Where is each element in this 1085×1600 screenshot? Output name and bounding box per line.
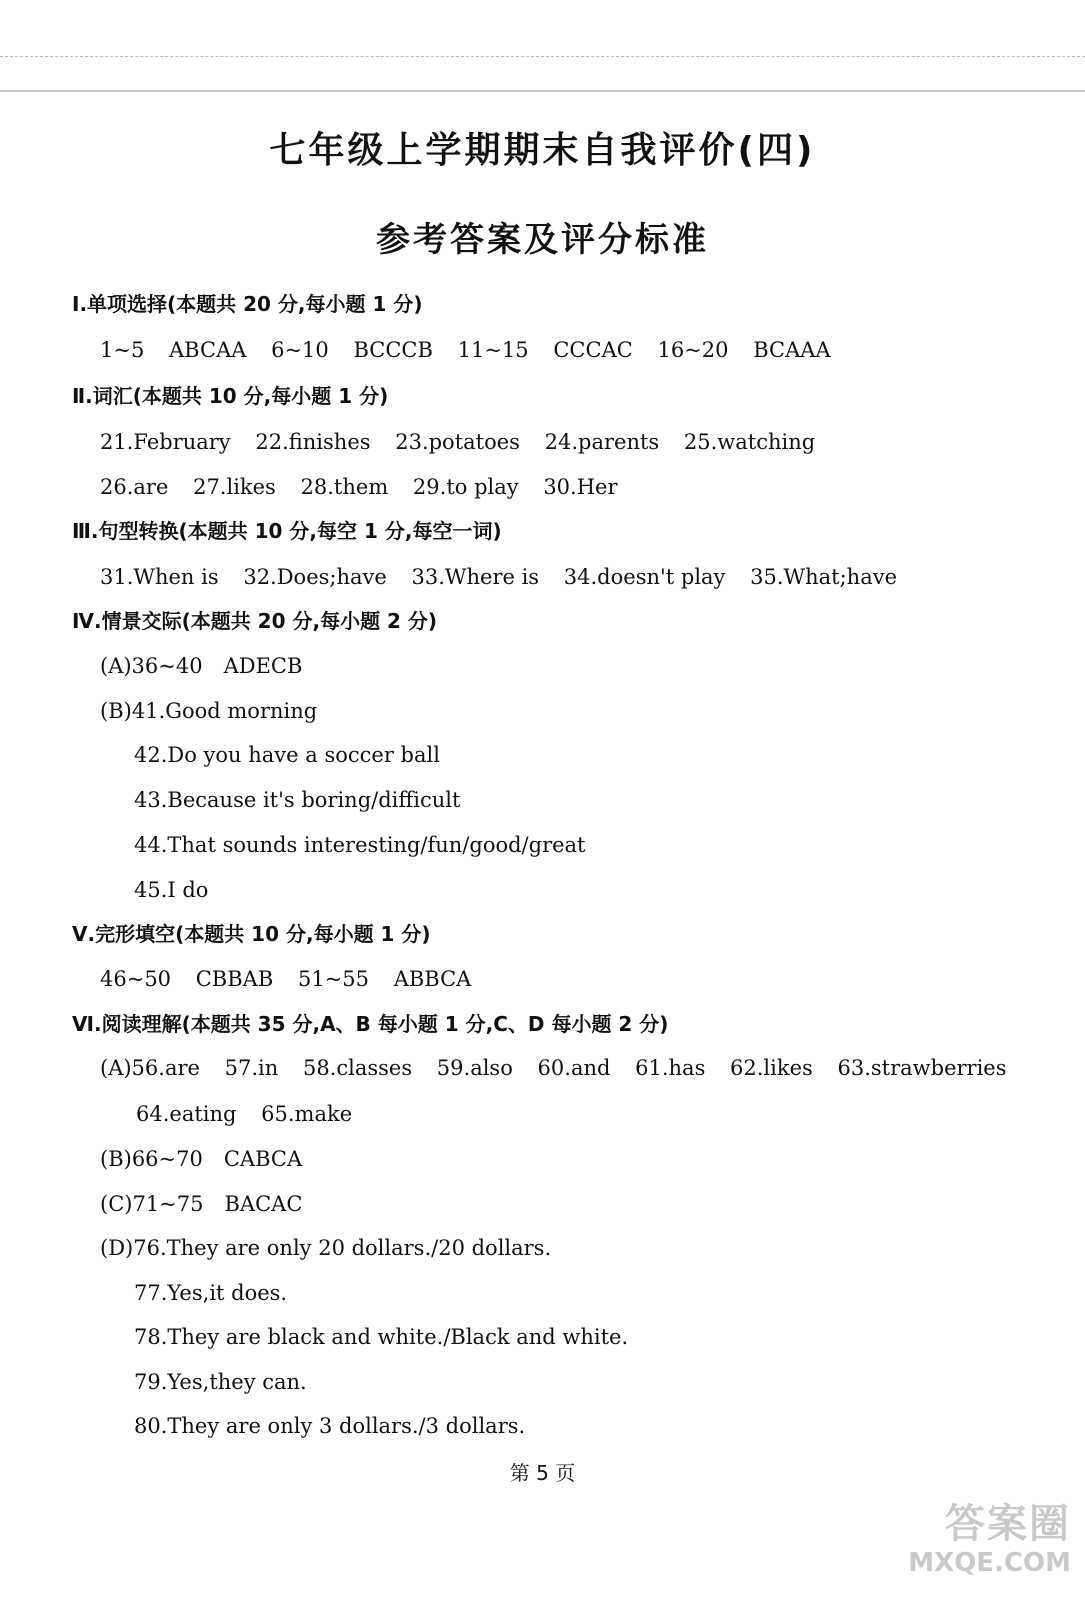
section-6-answer-80: 80.They are only 3 dollars./3 dollars.: [134, 1414, 526, 1438]
answer-item: 61.has: [635, 1056, 706, 1080]
answer-key: ABBCA: [393, 967, 472, 991]
top-dashed-rule: [0, 56, 1085, 57]
page-subtitle: 参考答案及评分标准: [376, 220, 709, 260]
section-3-heading: Ⅲ.句型转换(本题共 10 分,每空 1 分,每空一词): [72, 519, 502, 543]
answer-item: 23.potatoes: [395, 430, 520, 454]
section-4-part-a: (A)36~40 ADECB: [100, 654, 303, 678]
section-6-answer-76: (D)76.They are only 20 dollars./20 dollars.: [100, 1236, 552, 1260]
section-4-answer-43: 43.Because it's boring/difficult: [134, 788, 461, 812]
answer-key: CBBAB: [195, 967, 274, 991]
answer-item: 59.also: [436, 1056, 513, 1080]
watermark-domain: MXQE.COM: [908, 1548, 1071, 1578]
section-1-heading: Ⅰ.单项选择(本题共 20 分,每小题 1 分): [72, 292, 423, 316]
answer-item: 28.them: [300, 475, 389, 499]
section-4-heading: Ⅳ.情景交际(本题共 20 分,每小题 2 分): [72, 609, 438, 633]
section-2-row-1: [100, 428, 815, 456]
answer-item: 35.What;have: [750, 565, 898, 589]
section-4-answer-41: (B)41.Good morning: [100, 699, 318, 723]
answer-range: 11~15: [457, 338, 529, 362]
answer-item: 30.Her: [543, 475, 618, 499]
section-1-answers: [100, 336, 831, 364]
answer-item: 34.doesn't play: [563, 565, 726, 589]
section-2-row-2: [100, 473, 618, 501]
section-5-heading: Ⅴ.完形填空(本题共 10 分,每小题 1 分): [72, 922, 431, 946]
answer-item: 57.in: [224, 1056, 279, 1080]
answer-item: 24.parents: [544, 430, 660, 454]
answer-key: ABCAA: [169, 338, 247, 362]
answer-item: 21.February: [100, 430, 231, 454]
section-6-answer-79: 79.Yes,they can.: [134, 1370, 307, 1394]
section-4-answer-44: 44.That sounds interesting/fun/good/great: [134, 833, 586, 857]
top-rule: [0, 90, 1085, 92]
answer-key: BCAAA: [753, 338, 831, 362]
watermark-logo-text: 答案圈: [945, 1501, 1071, 1547]
watermark-logo: [901, 1500, 1071, 1590]
answer-item: 64.eating: [136, 1102, 237, 1126]
section-6-answer-77: 77.Yes,it does.: [134, 1281, 288, 1305]
answer-range: 46~50: [100, 967, 172, 991]
answer-item: 27.likes: [193, 475, 276, 499]
answer-key: CCCAC: [553, 338, 633, 362]
answer-item: 63.strawberries: [837, 1056, 1007, 1080]
section-6-part-a-row-1: [100, 1054, 1007, 1082]
section-5-answers: [100, 965, 471, 993]
answer-item: 22.finishes: [255, 430, 371, 454]
section-6-part-a-row-2: [136, 1100, 352, 1128]
section-4-answer-42: 42.Do you have a soccer ball: [134, 743, 440, 767]
answer-range: 6~10: [271, 338, 329, 362]
section-4-answer-45: 45.I do: [134, 878, 209, 902]
answer-item: 33.Where is: [411, 565, 540, 589]
section-6-heading: Ⅵ.阅读理解(本题共 35 分,A、B 每小题 1 分,C、D 每小题 2 分): [72, 1012, 669, 1036]
answer-item: 65.make: [261, 1102, 353, 1126]
answer-item: 29.to play: [412, 475, 519, 499]
answer-item: 31.When is: [100, 565, 219, 589]
section-6-part-c: (C)71~75 BACAC: [100, 1192, 303, 1216]
answer-item: 60.and: [537, 1056, 611, 1080]
answer-range: 51~55: [297, 967, 369, 991]
answer-key: BCCCB: [353, 338, 433, 362]
section-6-part-b: (B)66~70 CABCA: [100, 1147, 303, 1171]
section-2-heading: Ⅱ.词汇(本题共 10 分,每小题 1 分): [72, 384, 389, 408]
answer-item: 62.likes: [730, 1056, 813, 1080]
section-6-answer-78: 78.They are black and white./Black and white.: [134, 1325, 629, 1349]
answer-range: 1~5: [100, 338, 145, 362]
answer-item: (A)56.are: [100, 1056, 200, 1080]
page-title: 七年级上学期期末自我评价(四): [269, 130, 816, 171]
answer-item: 58.classes: [302, 1056, 413, 1080]
section-3-row-1: [100, 563, 897, 591]
answer-item: 32.Does;have: [243, 565, 387, 589]
answer-item: 25.watching: [683, 430, 816, 454]
page-number: 第 5 页: [509, 1461, 576, 1485]
answer-item: 26.are: [100, 475, 169, 499]
answer-range: 16~20: [657, 338, 729, 362]
